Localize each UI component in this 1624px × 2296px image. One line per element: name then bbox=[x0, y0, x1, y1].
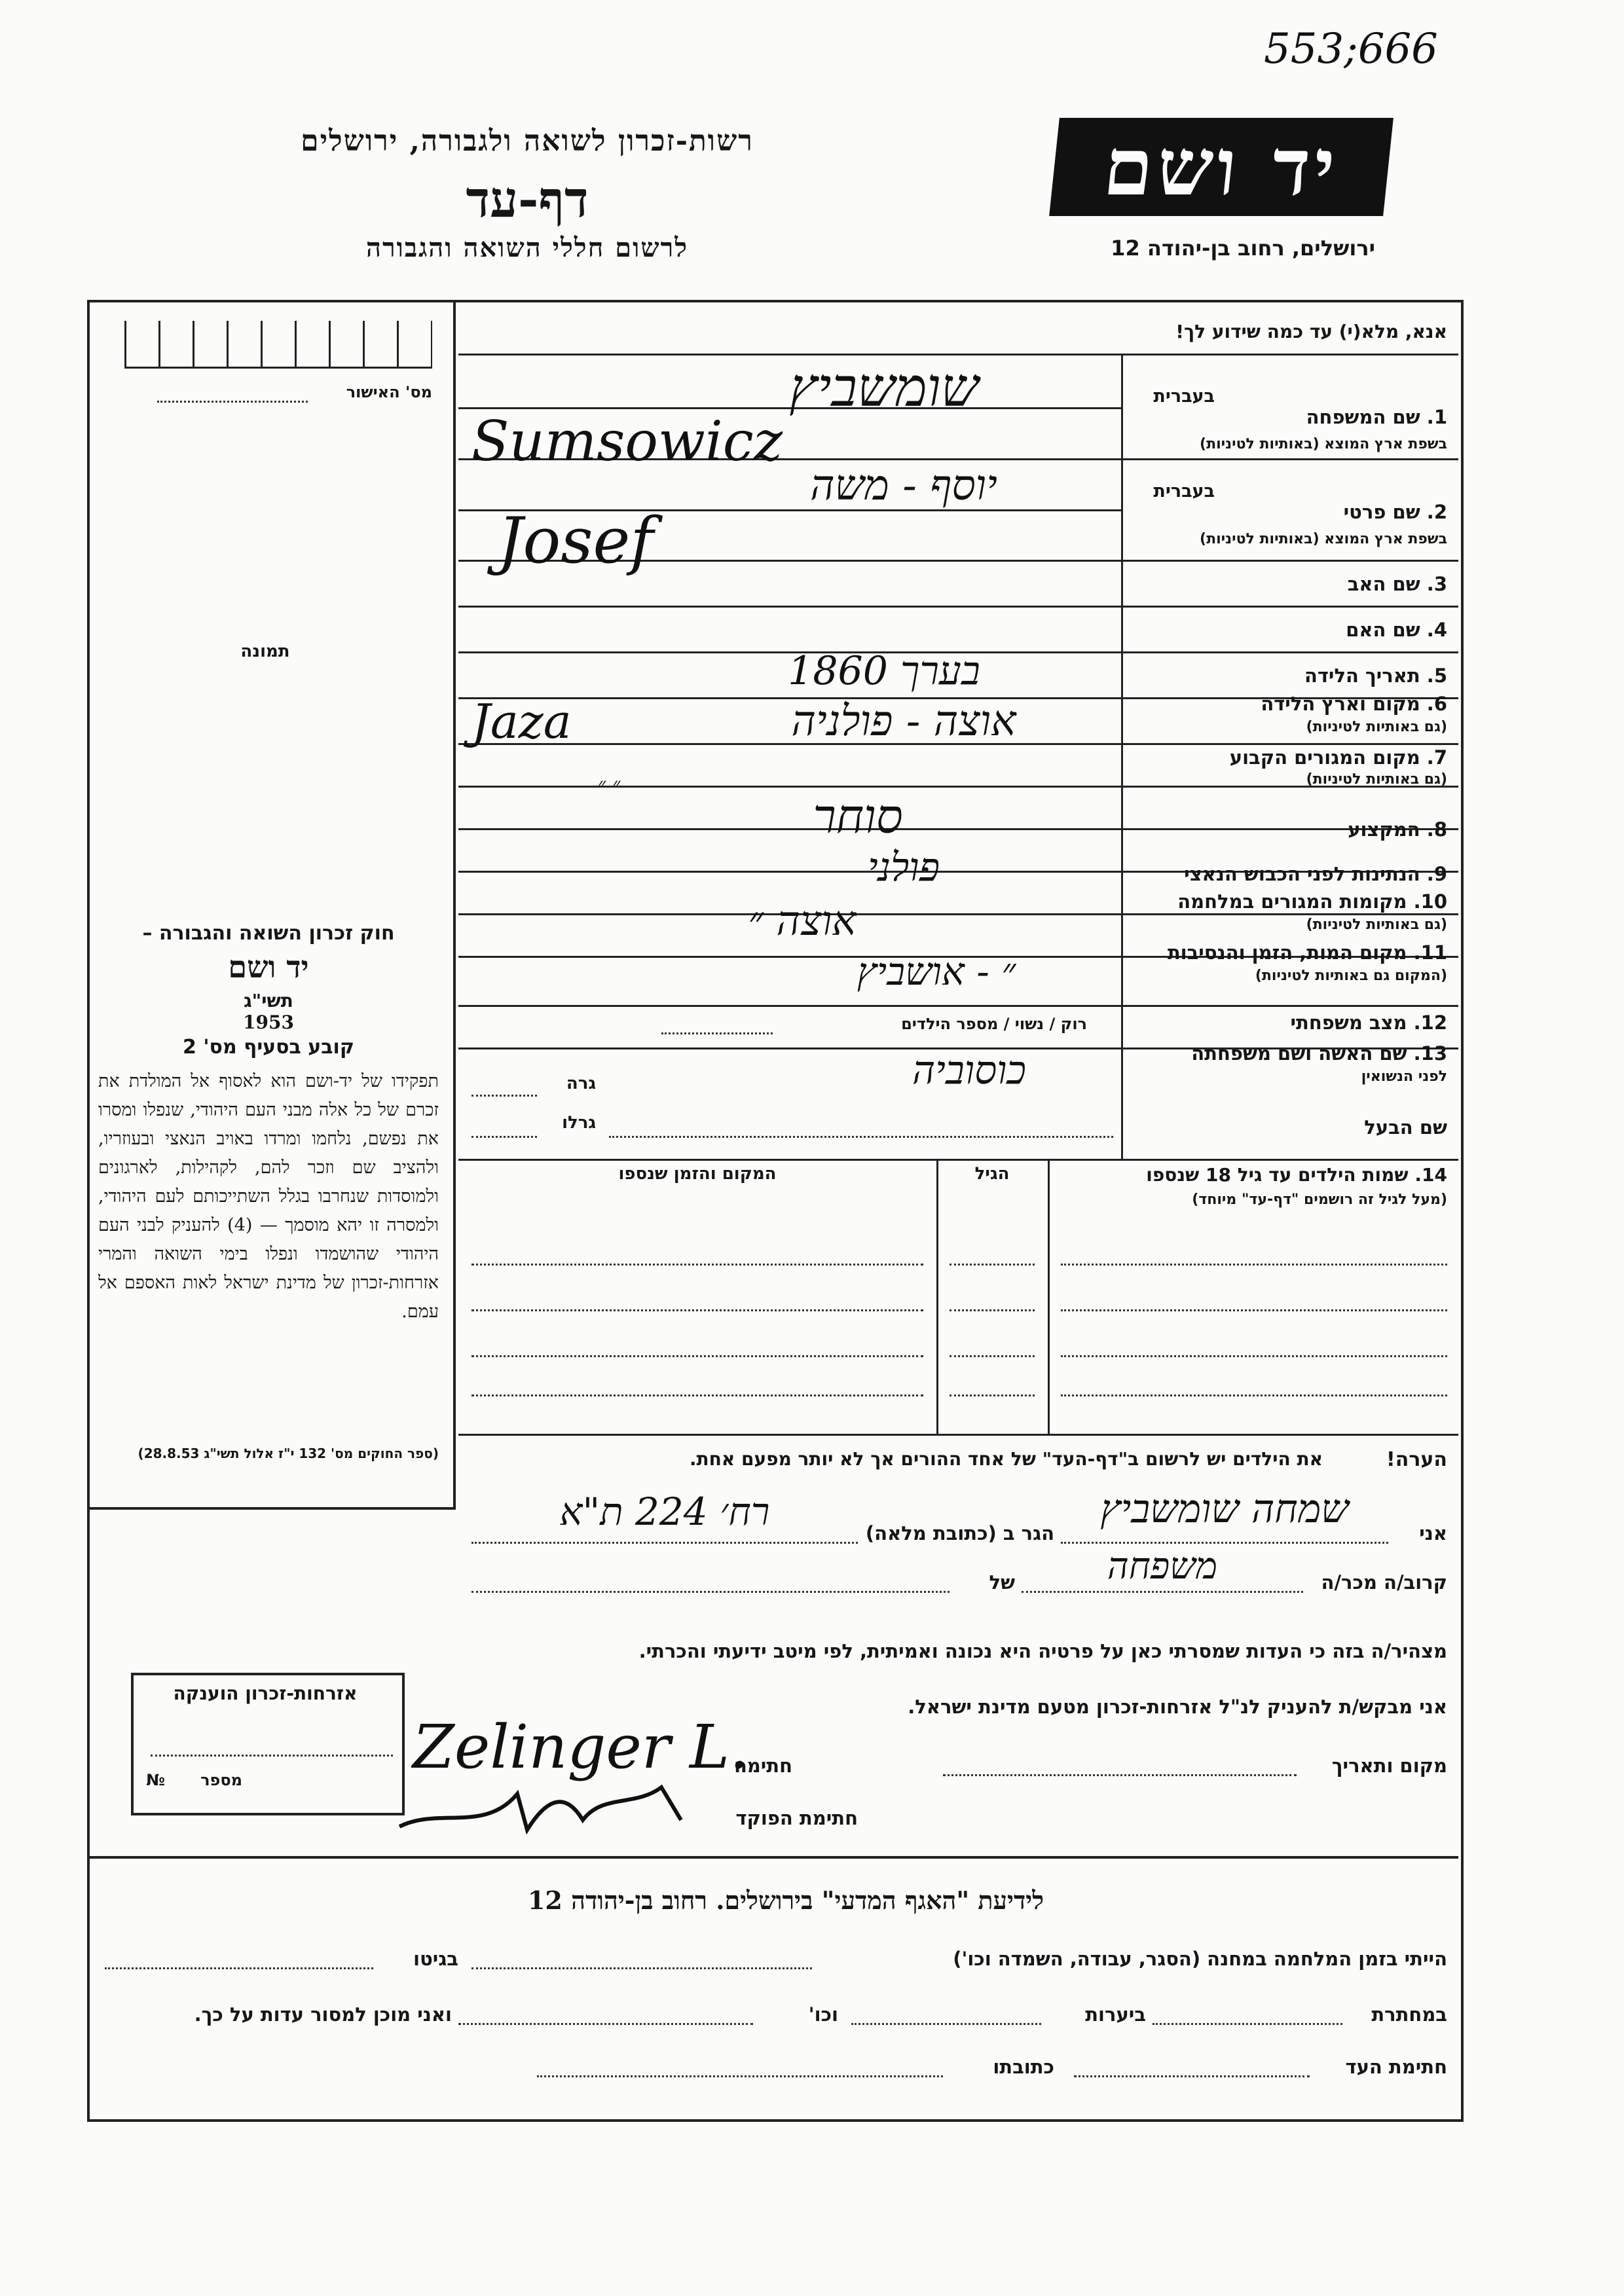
husband-resided-line bbox=[471, 1136, 537, 1138]
children-table-bottom bbox=[458, 1434, 1458, 1436]
note-text: את הילדים יש לרשום ב"דף-העד" של אחד ההורים אך לא יותר מפעם אחת. bbox=[689, 1448, 1323, 1470]
child-row-line bbox=[471, 1355, 923, 1357]
declarant-name-line bbox=[1061, 1542, 1388, 1544]
hand-profession: סוחר bbox=[813, 789, 903, 844]
certificate-number-label: מספר bbox=[200, 1771, 242, 1789]
law-section: קובע בסעיף מס' 2 bbox=[183, 1036, 354, 1059]
label-residing: הגר ב (כתובת מלאה) bbox=[865, 1522, 1054, 1544]
declarant-address-line bbox=[471, 1542, 858, 1544]
grid-row-line bbox=[458, 1005, 1458, 1007]
clerk-signature-scribble bbox=[386, 1768, 701, 1840]
bottom-line1: הייתי בזמן המלחמה במחנה (הסגר, עבודה, השמדה וכו') bbox=[953, 1948, 1447, 1970]
husband-name-line bbox=[609, 1136, 1113, 1138]
label-birth-place: 6. מקום וארץ הלידה bbox=[1261, 693, 1447, 715]
label-death-place-sub: (המקום גם באותיות לטיניות) bbox=[1255, 968, 1447, 984]
child-row-line bbox=[950, 1309, 1035, 1311]
child-row-line bbox=[1061, 1309, 1447, 1311]
hand-death-place: ״ - אושביץ bbox=[857, 949, 1016, 994]
bottom-line1-end-blank bbox=[105, 1967, 373, 1969]
photo-label: תמונה bbox=[240, 642, 290, 661]
children-col-divider bbox=[1048, 1159, 1050, 1434]
bottom-line3-a-blank bbox=[1074, 2075, 1310, 2077]
hand-declarant-address: רח׳ 224 ת"א bbox=[559, 1489, 770, 1534]
relation-line bbox=[1022, 1591, 1303, 1593]
hand-nationality: פולני bbox=[867, 845, 940, 890]
child-row-line bbox=[471, 1394, 923, 1396]
label-family-name-sub: בשפת ארץ המוצא (באותיות לטיניות) bbox=[1200, 436, 1447, 452]
bottom-line1-end: בגיטו bbox=[413, 1948, 458, 1970]
certificate-no-sign: № bbox=[146, 1771, 165, 1789]
child-row-line bbox=[1061, 1264, 1447, 1266]
label-nationality: 9. הנתינות לפני הכבוש הנאצי bbox=[1184, 863, 1447, 885]
bottom-title: לידיעת "האגף המדעי" בירושלים. רחוב בן-יהודה 12 bbox=[527, 1886, 1044, 1915]
hand-wife-name: כוסוביה bbox=[912, 1048, 1026, 1093]
of-line bbox=[471, 1591, 950, 1593]
certificate-line bbox=[151, 1755, 393, 1757]
approval-number-label: מס' האישור bbox=[346, 383, 432, 401]
hand-family-name-lat: Sumsowicz bbox=[471, 409, 783, 473]
label-clerk-signature: חתימת הפוקד bbox=[735, 1807, 858, 1829]
label-first-name-sub: בשפת ארץ המוצא (באותיות לטיניות) bbox=[1200, 531, 1447, 547]
label-first-name: 2. שם פרטי bbox=[1343, 501, 1447, 523]
place-date-line bbox=[943, 1774, 1297, 1776]
bottom-line2-c: וכו' bbox=[808, 2003, 838, 2026]
label-wartime-places-sub: (גם באותיות לטיניות) bbox=[1306, 917, 1447, 933]
label-mother-name: 4. שם האם bbox=[1346, 619, 1447, 641]
child-row-line bbox=[1061, 1394, 1447, 1396]
note-label: הערה! bbox=[1386, 1448, 1447, 1471]
label-wife-resided: גרה bbox=[566, 1074, 596, 1093]
label-signature: חתימה bbox=[733, 1755, 792, 1777]
marital-line bbox=[661, 1032, 773, 1034]
bottom-line1-blank bbox=[471, 1967, 812, 1969]
label-death-place: 11. מקום המות, הזמן והנסיבות bbox=[1167, 941, 1447, 964]
bottom-line2-b-blank bbox=[851, 2023, 1041, 2025]
label-residence-sub: (גם באותיות לטיניות) bbox=[1306, 771, 1447, 788]
law-year: 1953 bbox=[243, 1011, 294, 1033]
approval-ticks bbox=[124, 321, 432, 369]
bottom-line2-b: ביערות bbox=[1085, 2003, 1146, 2026]
label-marital-status: 12. מצב משפחתי bbox=[1290, 1011, 1447, 1034]
label-residence: 7. מקום המגורים הקבוע bbox=[1229, 746, 1447, 769]
hand-family-name-he: שומשביץ bbox=[789, 357, 979, 419]
bottom-line2-a-blank bbox=[1153, 2023, 1342, 2025]
law-text: תפקידו של יד-ושם הוא לאסוף אל המולדת את זכרם של כל אלה מבני העם היהודי, שנפלו ומסרו את נפשם, נלחמו ומרדו באויב הנאצי ובעוזריו, ולהציב שם וזכר להם, לקהילות, לארגונים ולמוסדות שנחרבו בגלל השתייכותם לעם היהודי, ולמסרה זו יהא מוסמך — (4) להעניק לבני העם היהודי שהושמדו ונפלו בימי השואה והמרי אזרחות-זכרון של מדינת ישראל לאות האספם אל עמם. bbox=[98, 1071, 439, 1322]
grid-divider bbox=[1121, 354, 1123, 1159]
hand-first-name-he: יוסף - משה bbox=[810, 462, 997, 510]
child-row-line bbox=[471, 1264, 923, 1266]
hand-residence: ״ ״ bbox=[597, 773, 621, 797]
marital-options: רוק / נשוי / מספר הילדים bbox=[901, 1015, 1087, 1033]
bottom-line3-b-blank bbox=[537, 2075, 943, 2077]
approval-number-line bbox=[157, 401, 308, 403]
label-wife-name-sub: לפני הנשואין bbox=[1361, 1068, 1447, 1085]
label-children: 14. שמות הילדים עד גיל 18 שנספו bbox=[1146, 1164, 1447, 1186]
logo-text: יד ושם bbox=[1099, 120, 1344, 213]
form-subtitle: לרשום חללי השואה והגבורה bbox=[365, 232, 689, 263]
label-of: של bbox=[989, 1571, 1015, 1594]
form-title: דף-עד bbox=[466, 170, 589, 228]
label-father-name: 3. שם האב bbox=[1347, 573, 1447, 595]
intro-text: אנא, מלא(י) עד כמה שידוע לך! bbox=[1175, 321, 1447, 342]
label-family-name: 1. שם המשפחה bbox=[1306, 406, 1447, 428]
wife-resided-line bbox=[471, 1095, 537, 1097]
bottom-section-line bbox=[87, 1856, 1458, 1859]
label-birth-place-sub: (גם באותיות לטיניות) bbox=[1306, 719, 1447, 735]
label-husband-resided: גרלו bbox=[562, 1113, 596, 1133]
certificate-title: אזרחות-זכרון הוענקה bbox=[173, 1683, 358, 1704]
left-column-box bbox=[87, 300, 456, 1510]
label-birth-date: 5. תאריך הלידה bbox=[1304, 665, 1447, 687]
bottom-line2-c-blank bbox=[458, 2023, 753, 2025]
law-name: יד ושם bbox=[228, 949, 309, 985]
law-year-he: תשי"ג bbox=[244, 990, 293, 1011]
label-profession: 8. המקצוע bbox=[1348, 818, 1447, 841]
child-row-line bbox=[1061, 1355, 1447, 1357]
hand-birth-place-he: אוצה - פולניה bbox=[791, 697, 1016, 746]
bottom-line3-b: כתובתו bbox=[993, 2056, 1054, 2078]
label-in-hebrew-2: בעברית bbox=[1153, 481, 1215, 501]
grid-row-line bbox=[458, 606, 1458, 608]
label-husband: שם הבעל bbox=[1364, 1116, 1447, 1139]
hand-first-name-lat: Josef bbox=[498, 504, 654, 577]
label-in-hebrew-1: בעברית bbox=[1153, 386, 1215, 407]
children-table-top bbox=[458, 1159, 1458, 1161]
bottom-line2-a: במחתרת bbox=[1371, 2003, 1447, 2026]
child-row-line bbox=[950, 1394, 1035, 1396]
authority-name: רשות-זכרון לשואה ולגבורה, ירושלים bbox=[301, 124, 754, 158]
declaration-text: מצהיר/ה בזה כי העדות שמסרתי כאן על פרטיה היא נכונה ואמיתית, לפי מיטב ידיעתי והכרתי. bbox=[638, 1640, 1447, 1662]
bottom-line2-end: ואני מוכן למסור עדות על כך. bbox=[194, 2003, 452, 2026]
child-row-line bbox=[950, 1355, 1035, 1357]
label-children-sub: (מעל לגיל זה רושמים "דף-עד" מיוחד) bbox=[1192, 1192, 1447, 1208]
grid-row-line bbox=[458, 354, 1458, 355]
bottom-line3-a: חתימת העד bbox=[1345, 2056, 1447, 2078]
label-wartime-places: 10. מקומות המגורים במלחמה bbox=[1177, 890, 1447, 913]
label-place-date: מקום ותאריך bbox=[1331, 1755, 1447, 1777]
label-relative: קרוב/ה מכר/ה bbox=[1321, 1571, 1447, 1594]
children-col-divider bbox=[936, 1159, 938, 1434]
hand-birth-place-lat: Jaza bbox=[471, 694, 572, 749]
hand-declarant-name: שמחה שומשביץ bbox=[1100, 1486, 1349, 1532]
law-reference: (ספר החוקים מס' 132 י"ז אלול תשי"ג 28.8.53) bbox=[138, 1446, 439, 1461]
col-age: הגיל bbox=[974, 1164, 1010, 1184]
child-row-line bbox=[950, 1264, 1035, 1266]
hand-birth-date: בערך 1860 bbox=[788, 648, 980, 694]
law-title: חוק זכרון השואה והגבורה – bbox=[142, 922, 395, 945]
col-place-time: המקום והזמן שנספו bbox=[618, 1164, 777, 1184]
yad-vashem-logo bbox=[1049, 118, 1393, 216]
child-row-line bbox=[471, 1309, 923, 1311]
hand-relation: משפחה bbox=[1107, 1545, 1218, 1588]
request-text: אני מבקש/ת להעניק לנ"ל אזרחות-זכרון מטעם מדינת ישראל. bbox=[908, 1696, 1447, 1718]
address: ירושלים, רחוב בן-יהודה 12 bbox=[1111, 236, 1375, 261]
hand-wartime-place: אוצה ״ bbox=[748, 897, 857, 945]
label-i-am: אני bbox=[1419, 1522, 1447, 1544]
archive-number: 553;666 bbox=[1264, 25, 1438, 73]
hand-signature: Zelinger L. bbox=[413, 1712, 749, 1782]
label-wife-name: 13. שם האשה ושם משפחתה bbox=[1191, 1042, 1447, 1065]
